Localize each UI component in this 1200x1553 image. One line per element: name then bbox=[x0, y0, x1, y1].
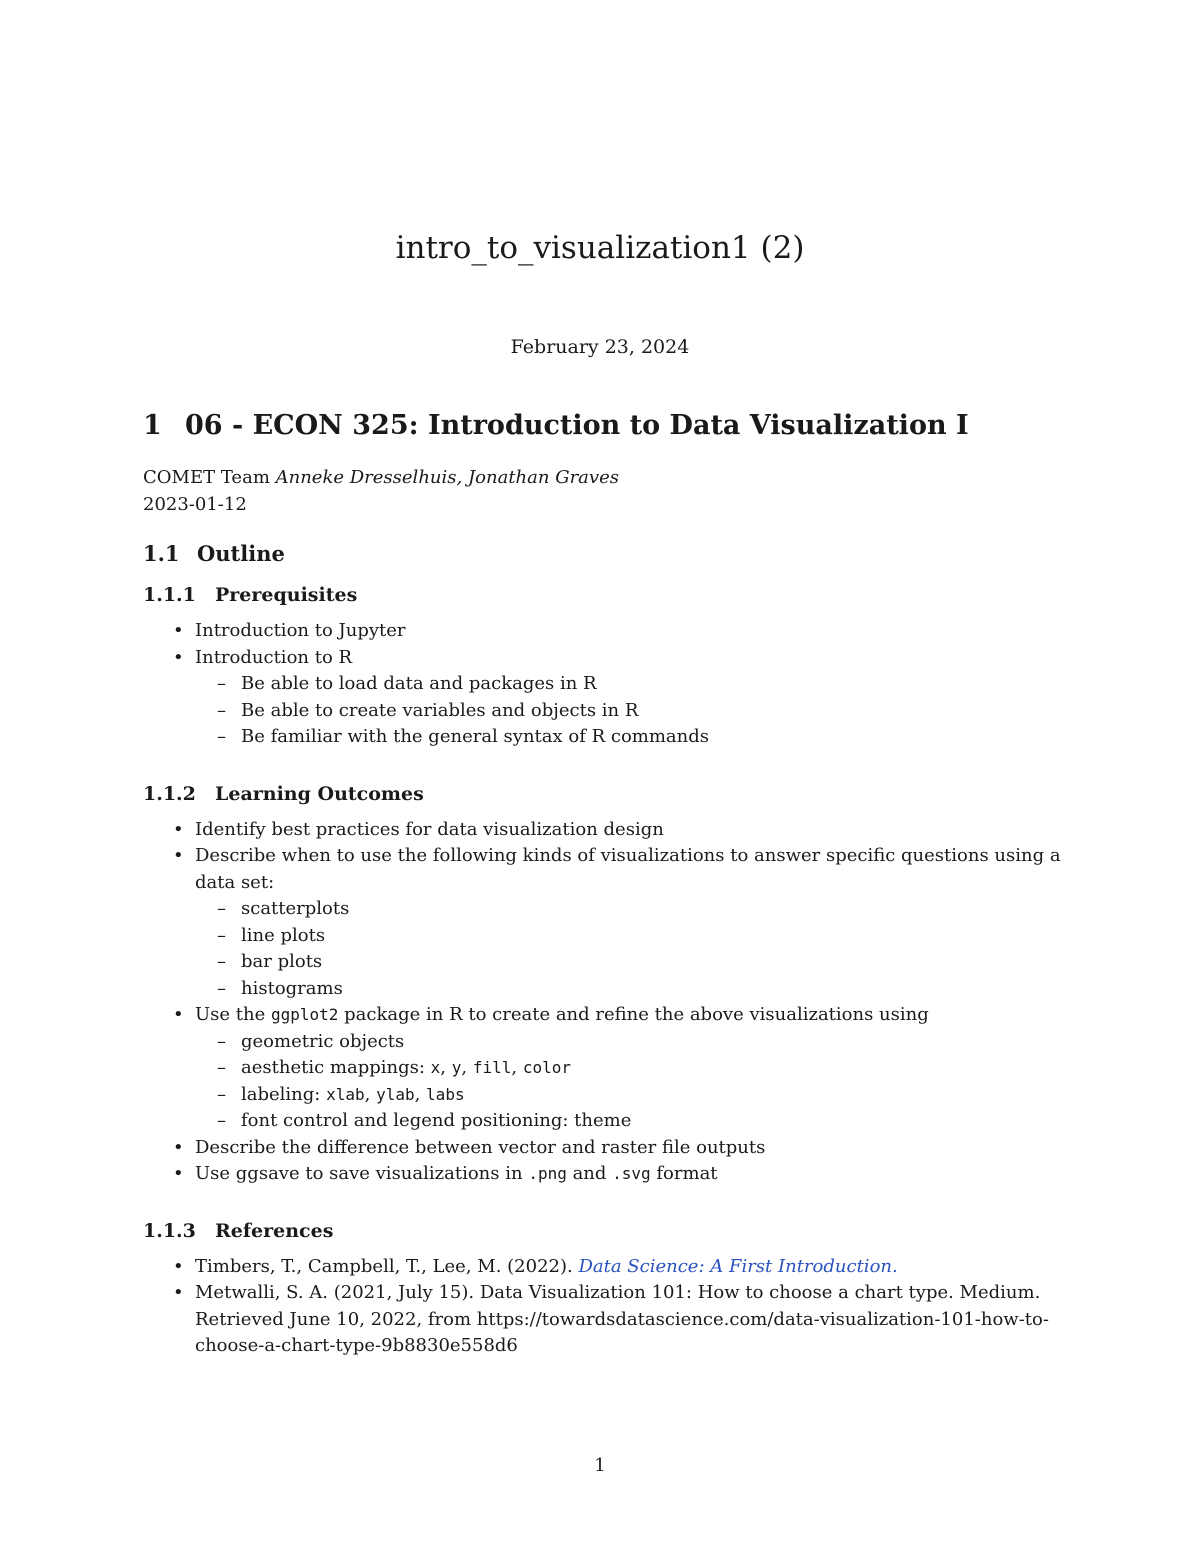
code-xlab: xlab bbox=[326, 1084, 365, 1104]
code-svg: .svg bbox=[612, 1164, 651, 1183]
list-item-text: package in R to create and refine the above visualizations using bbox=[338, 1004, 929, 1025]
code-ggplot2: ggplot2 bbox=[270, 1005, 339, 1024]
prerequisites-list bbox=[143, 618, 1063, 751]
prerequisites-heading bbox=[143, 582, 1063, 608]
sub-list bbox=[149, 896, 1063, 1002]
references-heading bbox=[143, 1218, 1063, 1244]
references-number: 1.1.3 bbox=[143, 1219, 196, 1242]
sub-list-item: – Be familiar with the general syntax of R commands bbox=[195, 724, 1063, 751]
learning-outcomes-number: 1.1.2 bbox=[143, 782, 196, 805]
document-date: February 23, 2024 bbox=[510, 336, 690, 358]
list-item-text: Describe when to use the following kinds of visualizations to answer specific questions using a data set: bbox=[195, 845, 1061, 893]
list-item bbox=[143, 1161, 1063, 1188]
references-section bbox=[143, 1218, 1063, 1360]
list-item bbox=[143, 1254, 1063, 1281]
document-title: intro_to_visualization1 (2) bbox=[395, 230, 805, 266]
prerequisites-title: Prerequisites bbox=[215, 584, 358, 606]
sub-list-item: – Be able to create variables and objects in R bbox=[195, 698, 1063, 725]
document-body bbox=[143, 408, 1063, 1390]
sub-list-item: – bar plots bbox=[195, 949, 1063, 976]
section-number: 1 bbox=[143, 410, 162, 441]
sub-list-item: – geometric objects bbox=[195, 1029, 1063, 1056]
reference-link[interactable]: Data Science: A First Introduction. bbox=[578, 1255, 898, 1277]
references-title: References bbox=[215, 1219, 334, 1242]
page-number: 1 bbox=[594, 1455, 606, 1476]
sub-list bbox=[149, 671, 1063, 751]
list-item bbox=[143, 618, 1063, 645]
authors: Anneke Dresselhuis, Jonathan Graves bbox=[275, 467, 619, 488]
list-item: • Identify best practices for data visualization design bbox=[143, 817, 1063, 844]
reference-text: Timbers, T., Campbell, T., Lee, M. (2022). bbox=[195, 1255, 579, 1277]
sub-list-item: – aesthetic mappings: x, y, fill, color bbox=[195, 1055, 1063, 1082]
sub-list-item: – labeling: xlab, ylab, labs bbox=[195, 1082, 1063, 1109]
code-color: color bbox=[522, 1058, 571, 1077]
code-y: y bbox=[451, 1058, 462, 1077]
sub-list-item: – Be able to load data and packages in R bbox=[195, 671, 1063, 698]
code-fill: fill bbox=[472, 1058, 512, 1077]
outline-number: 1.1 bbox=[143, 541, 180, 566]
sub-list-item: – scatterplots bbox=[195, 896, 1063, 923]
list-item bbox=[143, 645, 1063, 751]
learning-outcomes-heading bbox=[143, 781, 1063, 807]
list-item bbox=[143, 843, 1063, 1002]
list-item: • Describe the difference between vector and raster file outputs bbox=[143, 1135, 1063, 1162]
list-item-text: Use the bbox=[195, 1004, 271, 1025]
list-item-text: Introduction to Jupyter bbox=[195, 620, 406, 641]
meta-date: 2023-01-12 bbox=[143, 494, 247, 515]
prerequisites-number: 1.1.1 bbox=[143, 584, 196, 606]
outline-heading bbox=[143, 540, 1063, 568]
sub-list bbox=[149, 1029, 1063, 1135]
code-labs: labs bbox=[426, 1084, 465, 1104]
learning-outcomes-section bbox=[143, 781, 1063, 1188]
list-item-text: and bbox=[566, 1163, 613, 1184]
references-list bbox=[143, 1254, 1063, 1360]
prerequisites-section bbox=[143, 582, 1063, 751]
list-item-text: Introduction to R bbox=[195, 646, 353, 668]
theme-text: theme bbox=[574, 1110, 632, 1131]
sub-list-item-text: labeling: bbox=[241, 1083, 327, 1105]
section-title: 06 - ECON 325: Introduction to Data Visualization I bbox=[185, 410, 969, 441]
author-line bbox=[143, 464, 1063, 491]
outline-title: Outline bbox=[197, 541, 285, 566]
sub-list-item-text: font control and legend positioning: bbox=[241, 1110, 575, 1131]
code-ylab: ylab bbox=[376, 1084, 415, 1104]
list-item-text: Use ggsave to save visualizations in bbox=[195, 1163, 529, 1184]
code-x: x bbox=[430, 1058, 441, 1077]
list-item-text: format bbox=[650, 1163, 718, 1184]
learning-outcomes-list bbox=[143, 817, 1063, 1188]
sub-list-item bbox=[195, 1108, 1063, 1135]
sub-list-item: – histograms bbox=[195, 976, 1063, 1003]
section-heading bbox=[143, 408, 1063, 444]
list-item: • Metwalli, S. A. (2021, July 15). Data Visualization 101: How to choose a chart type. Medium. Retrieved June 10, 2022, from https://towardsdatascience.com/data-visualization-101-how-to-choose-a-chart-type-9b8830e558d6 bbox=[143, 1280, 1063, 1360]
sub-list-item: – line plots bbox=[195, 923, 1063, 950]
sub-list-item-text: aesthetic mappings: bbox=[241, 1057, 431, 1078]
code-png: .png bbox=[528, 1164, 567, 1183]
list-item bbox=[143, 1002, 1063, 1135]
team-label: COMET Team bbox=[143, 467, 270, 488]
learning-outcomes-title: Learning Outcomes bbox=[215, 782, 424, 805]
